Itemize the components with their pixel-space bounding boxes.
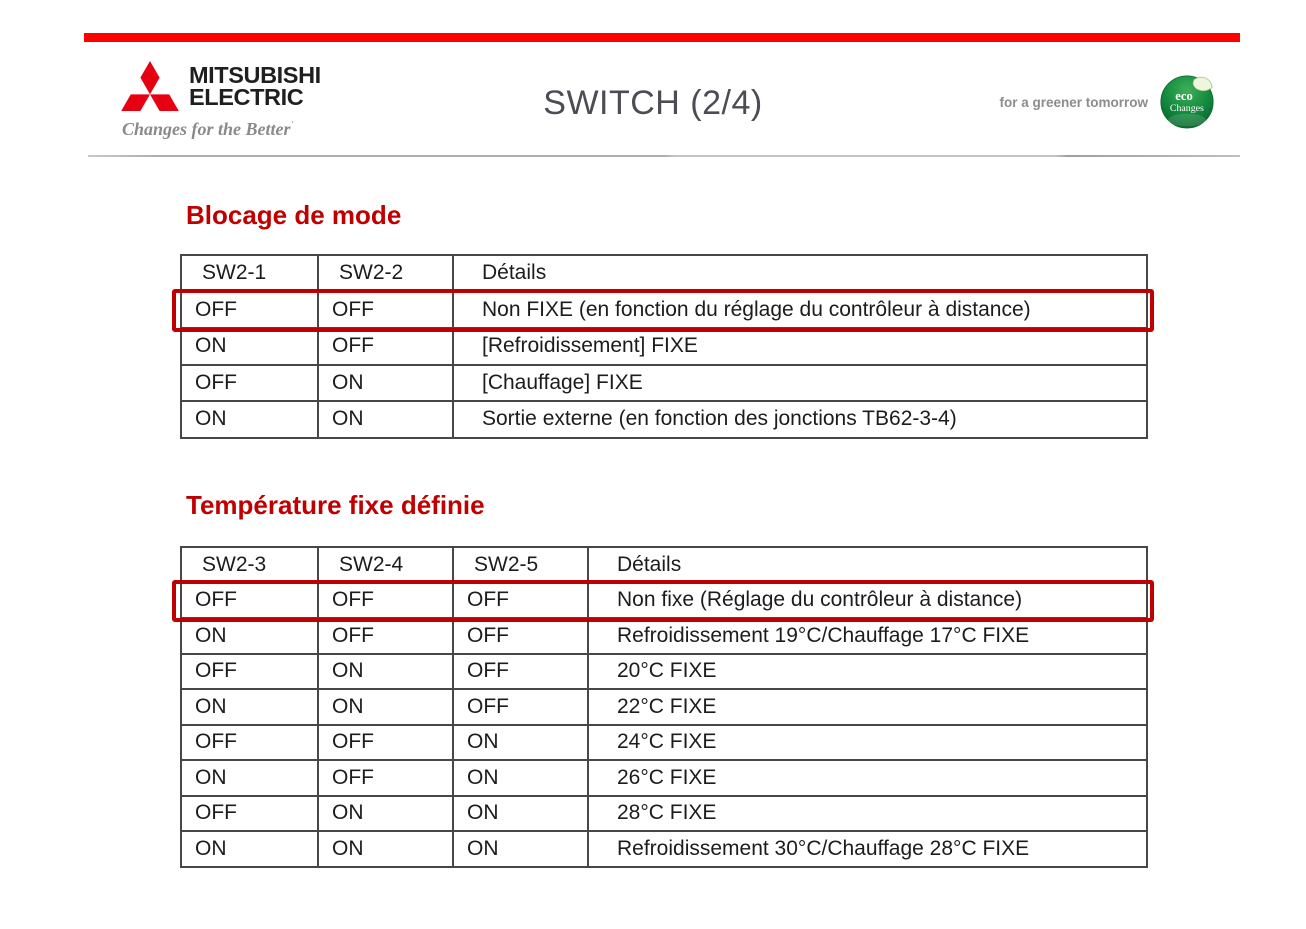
section-heading: Température fixe définie	[186, 490, 485, 520]
table-cell: ON	[181, 401, 318, 438]
eco-slogan: for a greener tomorrow	[999, 94, 1148, 110]
table-cell: OFF	[318, 618, 453, 654]
fixed-temperature-table	[180, 546, 1148, 868]
section-heading: Blocage de mode	[186, 200, 402, 230]
table-row	[181, 401, 1147, 438]
table-header-cell: SW2-1	[181, 255, 318, 292]
table-cell: ON	[318, 796, 453, 832]
table-cell: Refroidissement 30°C/Chauffage 28°C FIXE	[588, 831, 1147, 867]
table-header-cell: Détails	[588, 547, 1147, 583]
table-cell: 24°C FIXE	[588, 725, 1147, 761]
brand-tagline-text: Changes for the Better	[122, 119, 291, 139]
page-title: SWITCH (2/4)	[543, 84, 763, 122]
table-cell: OFF	[181, 654, 318, 690]
section-fixed-temperature	[180, 490, 1148, 868]
table-cell: ON	[318, 654, 453, 690]
table-cell: 26°C FIXE	[588, 760, 1147, 796]
table-cell: [Refroidissement] FIXE	[453, 328, 1147, 365]
table-cell: OFF	[318, 725, 453, 761]
table-cell: Refroidissement 19°C/Chauffage 17°C FIXE	[588, 618, 1147, 654]
eco-changes-logo-icon	[1160, 75, 1214, 129]
table-cell: ON	[181, 618, 318, 654]
table-cell: OFF	[181, 725, 318, 761]
table-cell: 20°C FIXE	[588, 654, 1147, 690]
eco-badge-word-changes: Changes	[1169, 103, 1204, 114]
table-row	[181, 760, 1147, 796]
trademark-tick: '	[290, 119, 294, 131]
brand-name-line1: MITSUBISHI	[189, 62, 321, 88]
table-cell: Sortie externe (en fonction des jonctions TB62-3-4)	[453, 401, 1147, 438]
table-cell: ON	[453, 796, 588, 832]
table-header-cell: SW2-5	[453, 547, 588, 583]
header-divider	[88, 155, 1240, 157]
top-red-bar	[84, 33, 1240, 42]
brand-name-line2: ELECTRIC	[189, 83, 304, 110]
table-header-cell: SW2-2	[318, 255, 453, 292]
table-cell: ON	[181, 831, 318, 867]
table-cell: 28°C FIXE	[588, 796, 1147, 832]
table-cell: OFF	[181, 796, 318, 832]
table-cell: OFF	[453, 583, 588, 619]
table-cell: ON	[318, 365, 453, 402]
section-mode-lock	[180, 200, 1148, 439]
mode-lock-table	[180, 254, 1148, 439]
table-header-cell: Détails	[453, 255, 1147, 292]
table-cell: ON	[318, 831, 453, 867]
table-header-row	[181, 547, 1147, 583]
table-cell: OFF	[318, 292, 453, 329]
table-cell: [Chauffage] FIXE	[453, 365, 1147, 402]
table-cell: ON	[181, 328, 318, 365]
table-cell: OFF	[318, 583, 453, 619]
table-cell: OFF	[181, 292, 318, 329]
table-cell: OFF	[318, 328, 453, 365]
table-cell: OFF	[453, 654, 588, 690]
table-cell: ON	[453, 725, 588, 761]
table-cell: OFF	[453, 689, 588, 725]
table-row	[181, 725, 1147, 761]
table-cell: ON	[453, 831, 588, 867]
table-row	[181, 292, 1147, 329]
table-wrap	[180, 546, 1148, 868]
table-cell: ON	[318, 689, 453, 725]
table-row	[181, 689, 1147, 725]
table-row	[181, 654, 1147, 690]
table-cell: ON	[453, 760, 588, 796]
table-row	[181, 618, 1147, 654]
table-cell: ON	[181, 760, 318, 796]
table-cell: 22°C FIXE	[588, 689, 1147, 725]
table-row	[181, 365, 1147, 402]
table-cell: Non FIXE (en fonction du réglage du contrôleur à distance)	[453, 292, 1147, 329]
table-cell: ON	[181, 689, 318, 725]
table-cell: ON	[318, 401, 453, 438]
table-row	[181, 831, 1147, 867]
table-cell: Non fixe (Réglage du contrôleur à distance)	[588, 583, 1147, 619]
table-wrap	[180, 254, 1148, 439]
table-header-row	[181, 255, 1147, 292]
table-cell: OFF	[318, 760, 453, 796]
eco-block	[999, 75, 1214, 129]
table-cell: OFF	[181, 583, 318, 619]
table-row	[181, 328, 1147, 365]
table-cell: OFF	[453, 618, 588, 654]
table-row	[181, 583, 1147, 619]
table-header-cell: SW2-4	[318, 547, 453, 583]
table-row	[181, 796, 1147, 832]
table-cell: OFF	[181, 365, 318, 402]
eco-badge-word-eco: eco	[1175, 89, 1193, 104]
table-header-cell: SW2-3	[181, 547, 318, 583]
leaf-icon	[1193, 77, 1212, 91]
